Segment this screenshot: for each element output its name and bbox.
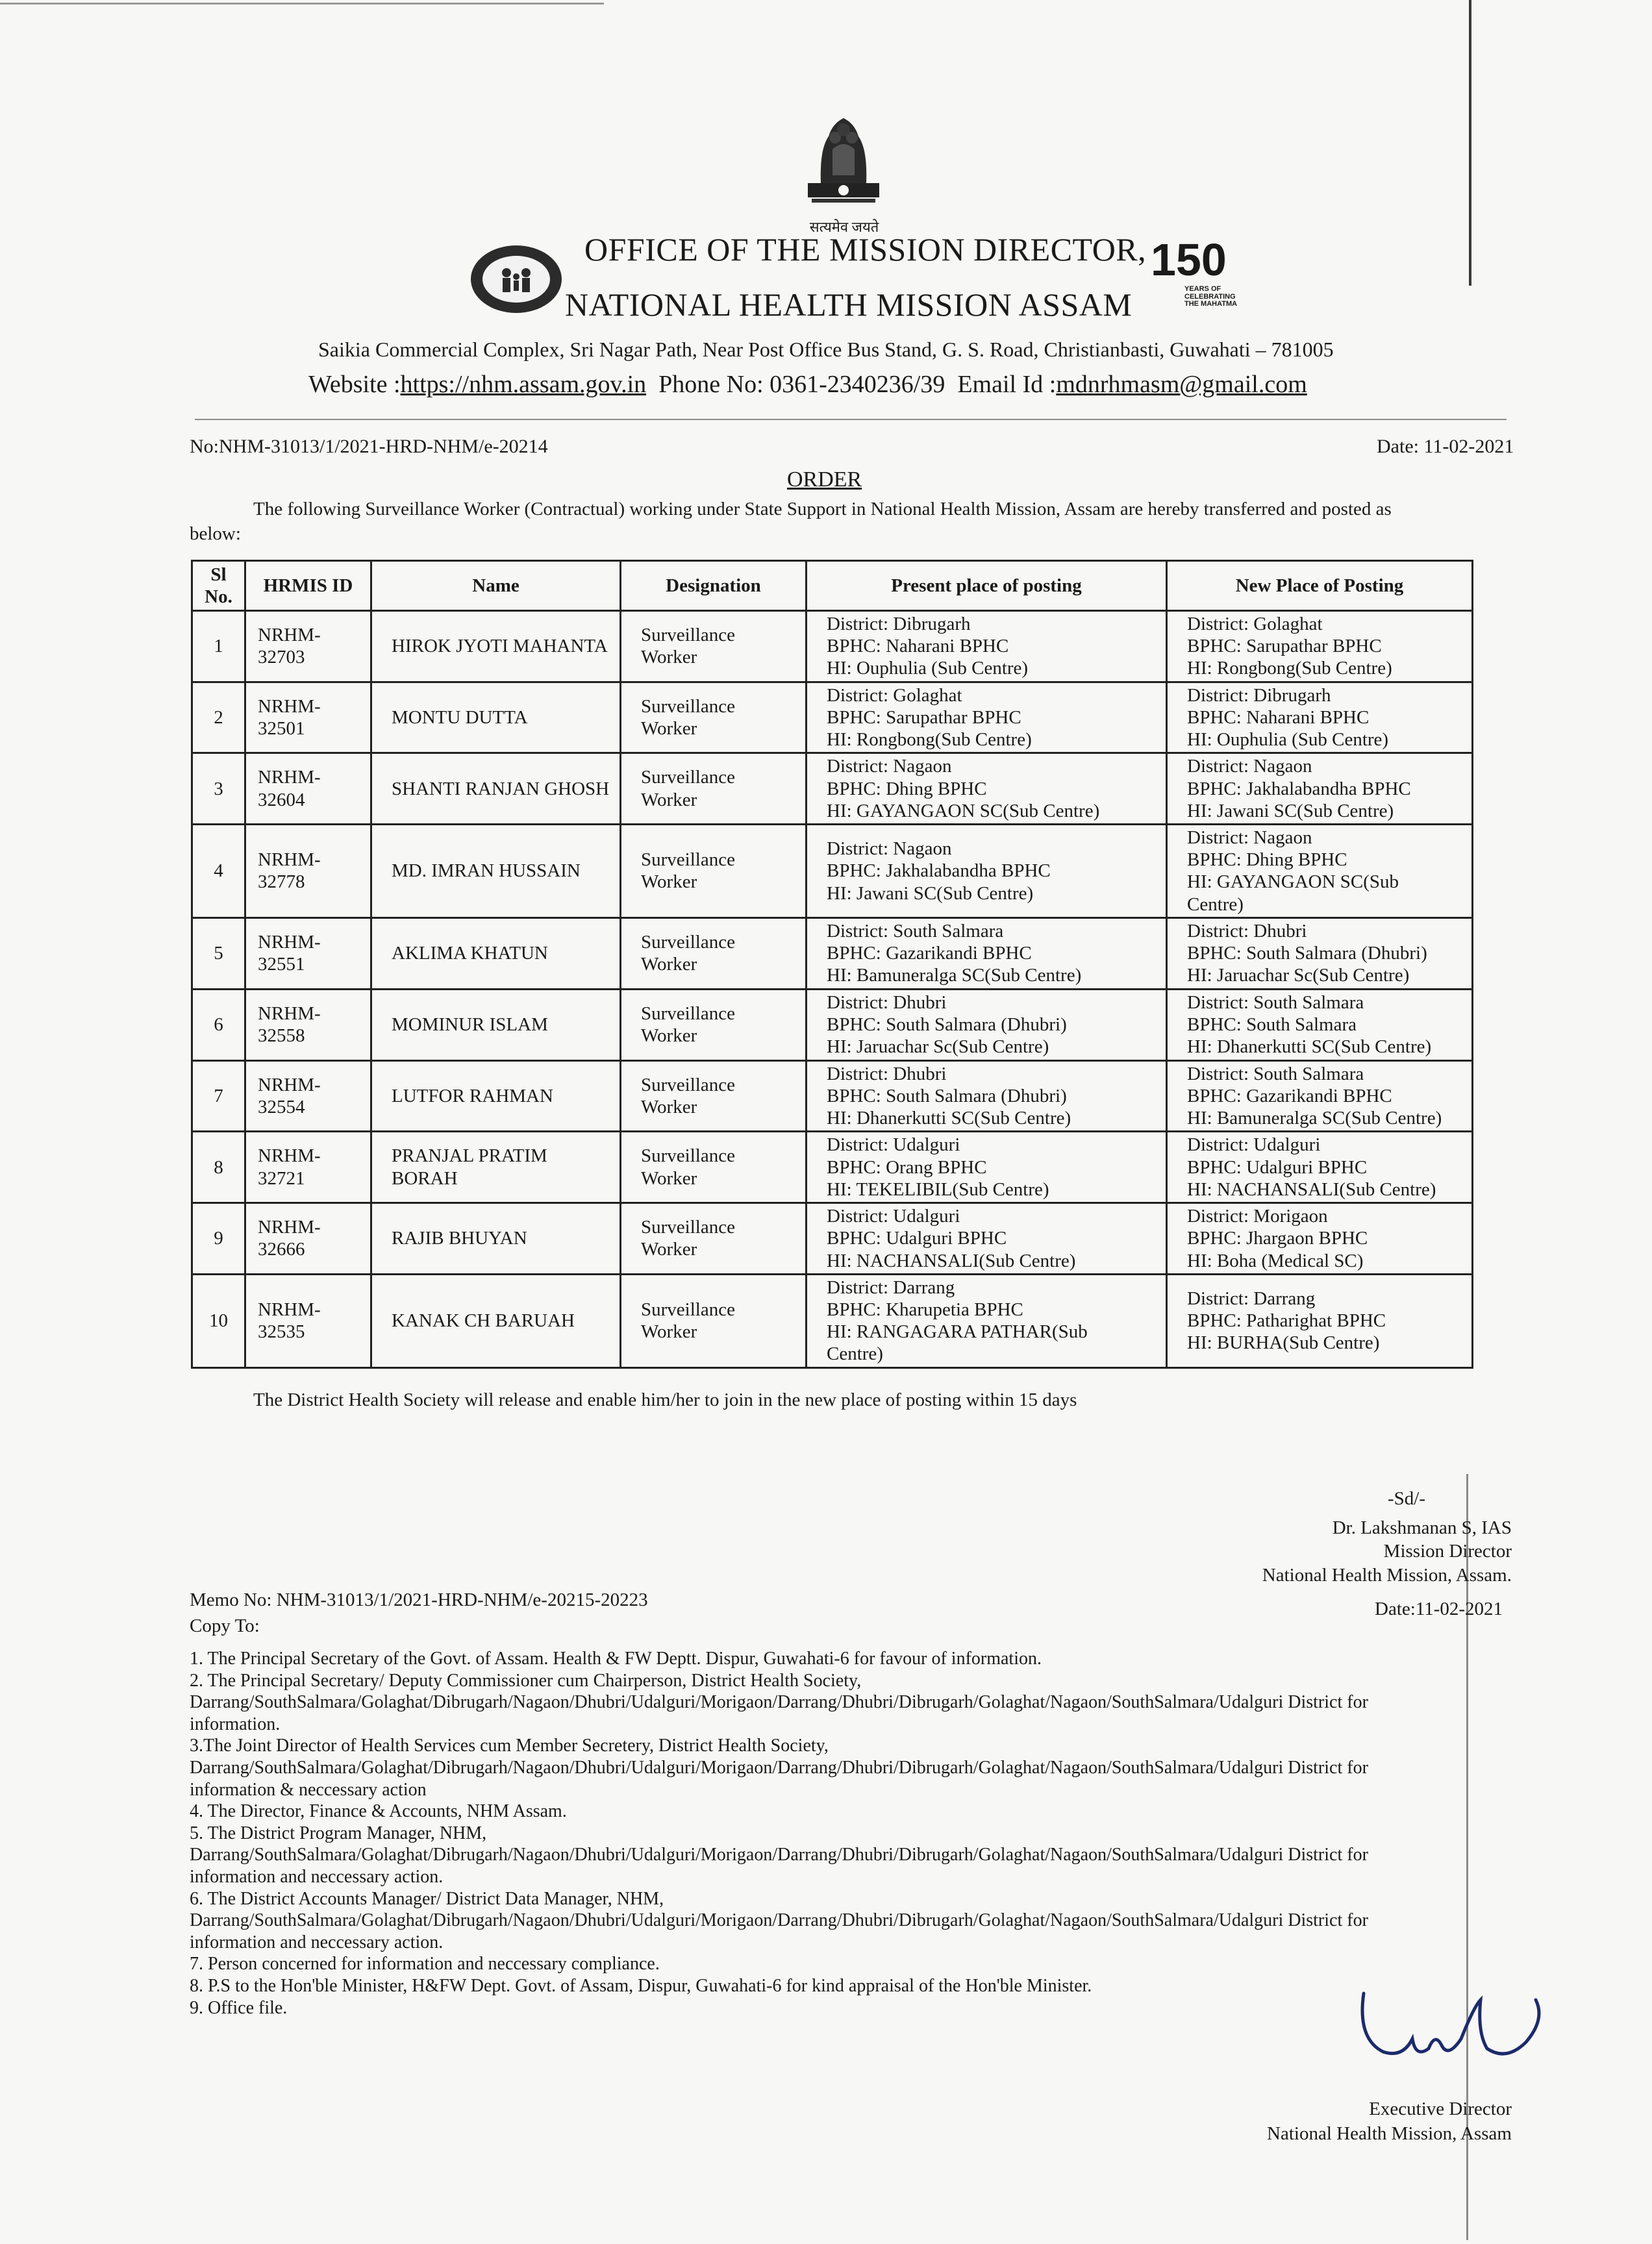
cell-designation: Surveillance Worker <box>621 1203 807 1275</box>
order-date: Date: 11-02-2021 <box>1377 436 1514 457</box>
copy-to-item: 2. The Principal Secretary/ Deputy Commissioner cum Chairperson, District Health Society, <box>190 1670 862 1691</box>
gandhi-150-logo <box>1143 234 1253 318</box>
cell-designation: Surveillance Worker <box>621 824 807 917</box>
cell-new-posting: District: Dhubri BPHC: South Salmara (Dhubri) HI: Jaruachar Sc(Sub Centre) <box>1167 917 1473 989</box>
copy-to-item: Darrang/SouthSalmara/Golaghat/Dibrugarh/Nagaon/Dhubri/Udalguri/Morigaon/Darrang/Dhubri/Dibrugarh/Golaghat/Nagaon/SouthSalmara/Udalguri District for <box>190 1757 1368 1778</box>
cell-name: RAJIB BHUYAN <box>371 1203 621 1275</box>
office-address: Saikia Commercial Complex, Sri Nagar Path, Near Post Office Bus Stand, G. S. Road, Christianbasti, Guwahati – 781005 <box>318 338 1334 361</box>
table-row <box>192 1274 1473 1367</box>
handwritten-signature <box>1351 1987 1558 2071</box>
col-header-hrmis: HRMIS ID <box>245 561 371 611</box>
cell-name: HIROK JYOTI MAHANTA <box>371 611 621 682</box>
cell-sl: 5 <box>192 917 245 989</box>
cell-sl: 6 <box>192 989 245 1060</box>
sd-mark: -Sd/- <box>1388 1488 1425 1509</box>
cell-sl: 3 <box>192 753 245 825</box>
copy-to-item: 4. The Director, Finance & Accounts, NHM Assam. <box>190 1801 567 1822</box>
cell-hrmis-id: NRHM- 32721 <box>245 1132 371 1203</box>
cell-present-posting: District: Udalguri BPHC: Udalguri BPHC HI: NACHANSALI(Sub Centre) <box>807 1203 1167 1275</box>
cell-hrmis-id: NRHM- 32703 <box>245 611 371 682</box>
office-heading-line1: OFFICE OF THE MISSION DIRECTOR, <box>584 231 1147 268</box>
copy-to-item: information and neccessary action. <box>190 1866 444 1887</box>
cell-sl: 7 <box>192 1060 245 1132</box>
scan-edge-line <box>1469 0 1471 286</box>
emblem-motto: सत्यमेव जयते <box>809 219 879 235</box>
contact-line <box>308 370 1307 399</box>
cell-new-posting: District: South Salmara BPHC: South Salmara HI: Dhanerkutti SC(Sub Centre) <box>1167 989 1473 1060</box>
cell-sl: 8 <box>192 1132 245 1203</box>
copy-to-item: information & neccessary action <box>190 1779 427 1800</box>
col-header-new: New Place of Posting <box>1167 561 1473 611</box>
cell-new-posting: District: Nagaon BPHC: Jakhalabandha BPHC HI: Jawani SC(Sub Centre) <box>1167 753 1473 825</box>
cell-new-posting: District: Morigaon BPHC: Jhargaon BPHC HI: Boha (Medical SC) <box>1167 1203 1473 1275</box>
logo-150-text: 150 <box>1151 234 1227 285</box>
cell-present-posting: District: Udalguri BPHC: Orang BPHC HI: TEKELIBIL(Sub Centre) <box>807 1132 1167 1203</box>
cell-designation: Surveillance Worker <box>621 1274 807 1367</box>
signatory-block-1 <box>1262 1516 1512 1587</box>
cell-sl: 4 <box>192 824 245 917</box>
cell-name: MD. IMRAN HUSSAIN <box>371 824 621 917</box>
cell-new-posting: District: Golaghat BPHC: Sarupathar BPHC HI: Rongbong(Sub Centre) <box>1167 611 1473 682</box>
cell-name: AKLIMA KHATUN <box>371 917 621 989</box>
cell-hrmis-id: NRHM- 32551 <box>245 917 371 989</box>
copy-to-item: Darrang/SouthSalmara/Golaghat/Dibrugarh/Nagaon/Dhubri/Udalguri/Morigaon/Darrang/Dhubri/Dibrugarh/Golaghat/Nagaon/SouthSalmara/Udalguri District for <box>190 1845 1368 1865</box>
copy-to-item: 8. P.S to the Hon'ble Minister, H&FW Dept. Govt. of Assam, Dispur, Guwahati-6 for kind appraisal of the Hon'ble Minister. <box>190 1975 1092 1996</box>
header-divider <box>195 419 1507 420</box>
col-header-name: Name <box>371 561 621 611</box>
cell-name: PRANJAL PRATIM BORAH <box>371 1132 621 1203</box>
cell-present-posting: District: Dhubri BPHC: South Salmara (Dhubri) HI: Dhanerkutti SC(Sub Centre) <box>807 1060 1167 1132</box>
table-row <box>192 611 1473 682</box>
cell-name: MOMINUR ISLAM <box>371 989 621 1060</box>
table-row <box>192 1132 1473 1203</box>
col-header-designation: Designation <box>621 561 807 611</box>
signatory-block-2 <box>1267 2097 1512 2146</box>
copy-to-label: Copy To: <box>190 1615 260 1636</box>
cell-designation: Surveillance Worker <box>621 1132 807 1203</box>
cell-sl: 9 <box>192 1203 245 1275</box>
copy-to-item: Darrang/SouthSalmara/Golaghat/Dibrugarh/Nagaon/Dhubri/Udalguri/Morigaon/Darrang/Dhubri/Dibrugarh/Golaghat/Nagaon/SouthSalmara/Udalguri District for <box>190 1692 1368 1713</box>
table-row <box>192 682 1473 753</box>
order-intro-cont: below: <box>190 523 241 544</box>
email-label: Email Id : <box>957 371 1057 398</box>
cell-present-posting: District: Nagaon BPHC: Dhing BPHC HI: GAYANGAON SC(Sub Centre) <box>807 753 1167 825</box>
cell-sl: 10 <box>192 1274 245 1367</box>
cell-present-posting: District: Dibrugarh BPHC: Naharani BPHC HI: Ouphulia (Sub Centre) <box>807 611 1167 682</box>
table-row <box>192 917 1473 989</box>
cell-hrmis-id: NRHM- 32554 <box>245 1060 371 1132</box>
cell-sl: 1 <box>192 611 245 682</box>
copy-to-item: 9. Office file. <box>190 1997 288 2018</box>
cell-name: SHANTI RANJAN GHOSH <box>371 753 621 825</box>
table-row <box>192 1203 1473 1275</box>
cell-hrmis-id: NRHM- 32666 <box>245 1203 371 1275</box>
cell-designation: Surveillance Worker <box>621 753 807 825</box>
table-row <box>192 824 1473 917</box>
signatory-designation: Mission Director <box>1383 1541 1512 1562</box>
logo-150-subtext: YEARS OF CELEBRATING THE MAHATMA <box>1184 285 1238 308</box>
cell-hrmis-id: NRHM- 32558 <box>245 989 371 1060</box>
cell-sl: 2 <box>192 682 245 753</box>
signatory-org: National Health Mission, Assam. <box>1262 1564 1512 1586</box>
signatory2-designation: Executive Director <box>1369 2099 1512 2119</box>
cell-hrmis-id: NRHM- 32535 <box>245 1274 371 1367</box>
signatory2-org: National Health Mission, Assam <box>1267 2123 1512 2144</box>
copy-to-item: 3.The Joint Director of Health Services cum Member Secretery, District Health Society, <box>190 1736 829 1756</box>
cell-hrmis-id: NRHM- 32501 <box>245 682 371 753</box>
email-link[interactable]: mdnrhmasm@gmail.com <box>1056 371 1307 398</box>
copy-to-item: Darrang/SouthSalmara/Golaghat/Dibrugarh/Nagaon/Dhubri/Udalguri/Morigaon/Darrang/Dhubri/Dibrugarh/Golaghat/Nagaon/SouthSalmara/Udalguri District for <box>190 1910 1368 1931</box>
phone-label: Phone No: 0361-2340236/39 <box>658 371 945 398</box>
col-header-present: Present place of posting <box>807 561 1167 611</box>
office-heading-line2: NATIONAL HEALTH MISSION ASSAM <box>565 286 1133 323</box>
cell-designation: Surveillance Worker <box>621 917 807 989</box>
copy-to-item: 1. The Principal Secretary of the Govt. of Assam. Health & FW Deptt. Dispur, Guwahati-6 for favour of information. <box>190 1649 1042 1669</box>
cell-hrmis-id: NRHM- 32604 <box>245 753 371 825</box>
table-body <box>192 611 1473 1368</box>
col-header-sl: Sl No. <box>192 561 245 611</box>
copy-to-item: 5. The District Program Manager, NHM, <box>190 1823 487 1843</box>
cell-designation: Surveillance Worker <box>621 682 807 753</box>
cell-present-posting: District: Nagaon BPHC: Jakhalabandha BPHC HI: Jawani SC(Sub Centre) <box>807 824 1167 917</box>
order-reference-number: No:NHM-31013/1/2021-HRD-NHM/e-20214 <box>190 436 548 457</box>
cell-present-posting: District: Dhubri BPHC: South Salmara (Dhubri) HI: Jaruachar Sc(Sub Centre) <box>807 989 1167 1060</box>
table-row <box>192 989 1473 1060</box>
cell-name: MONTU DUTTA <box>371 682 621 753</box>
table-row <box>192 1060 1473 1132</box>
cell-present-posting: District: Darrang BPHC: Kharupetia BPHC HI: RANGAGARA PATHAR(Sub Centre) <box>807 1274 1167 1367</box>
transfer-table <box>191 560 1473 1369</box>
website-label: Website : <box>308 371 401 398</box>
order-intro: The following Surveillance Worker (Contractual) working under State Support in National Health Mission, Assam are hereby transferred and posted as <box>253 499 1392 519</box>
copy-to-item: 7. Person concerned for information and neccessary compliance. <box>190 1954 660 1975</box>
copy-to-list <box>190 1648 1475 2019</box>
cell-name: KANAK CH BARUAH <box>371 1274 621 1367</box>
cell-hrmis-id: NRHM- 32778 <box>245 824 371 917</box>
table-row <box>192 753 1473 825</box>
cell-present-posting: District: South Salmara BPHC: Gazarikandi BPHC HI: Bamuneralga SC(Sub Centre) <box>807 917 1167 989</box>
memo-date: Date:11-02-2021 <box>1375 1599 1503 1619</box>
website-link[interactable]: https://nhm.assam.gov.in <box>400 371 647 398</box>
top-rule <box>0 3 604 5</box>
signatory-name: Dr. Lakshmanan S, IAS <box>1332 1517 1512 1538</box>
release-note: The District Health Society will release and enable him/her to join in the new place of posting within 15 days <box>253 1390 1077 1410</box>
memo-number: Memo No: NHM-31013/1/2021-HRD-NHM/e-20215-20223 <box>190 1590 648 1610</box>
cell-new-posting: District: Dibrugarh BPHC: Naharani BPHC HI: Ouphulia (Sub Centre) <box>1167 682 1473 753</box>
order-title: ORDER <box>787 468 862 492</box>
cell-name: LUTFOR RAHMAN <box>371 1060 621 1132</box>
national-emblem-icon <box>795 110 892 214</box>
cell-designation: Surveillance Worker <box>621 1060 807 1132</box>
cell-present-posting: District: Golaghat BPHC: Sarupathar BPHC HI: Rongbong(Sub Centre) <box>807 682 1167 753</box>
cell-new-posting: District: South Salmara BPHC: Gazarikandi BPHC HI: Bamuneralga SC(Sub Centre) <box>1167 1060 1473 1132</box>
cell-new-posting: District: Darrang BPHC: Patharighat BPHC HI: BURHA(Sub Centre) <box>1167 1274 1473 1367</box>
cell-designation: Surveillance Worker <box>621 989 807 1060</box>
copy-to-item: information. <box>190 1714 281 1734</box>
copy-to-item: 6. The District Accounts Manager/ District Data Manager, NHM, <box>190 1888 664 1909</box>
cell-new-posting: District: Udalguri BPHC: Udalguri BPHC HI: NACHANSALI(Sub Centre) <box>1167 1132 1473 1203</box>
nhm-logo-icon <box>468 240 565 318</box>
table-header-row <box>192 561 1473 611</box>
cell-new-posting: District: Nagaon BPHC: Dhing BPHC HI: GAYANGAON SC(Sub Centre) <box>1167 824 1473 917</box>
copy-to-item: information and neccessary action. <box>190 1932 444 1952</box>
cell-designation: Surveillance Worker <box>621 611 807 682</box>
